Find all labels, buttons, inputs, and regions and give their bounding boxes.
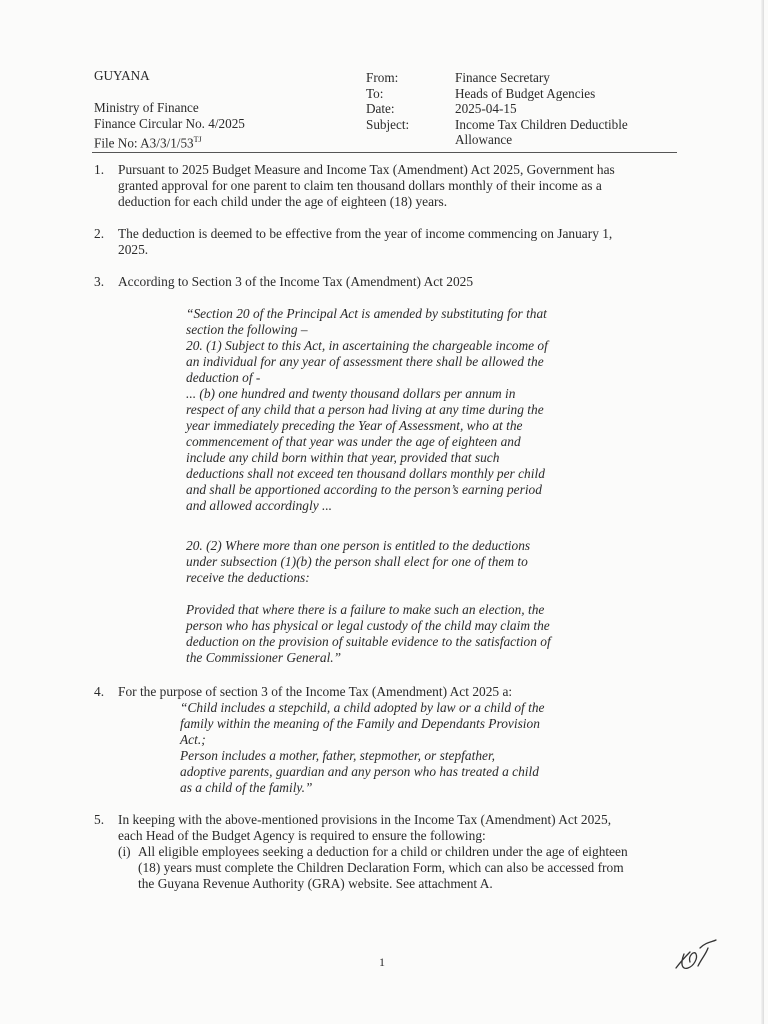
para-5-line: In keeping with the above-mentioned provisions in the Income Tax (Amendment) Act 2025, [118,812,612,827]
quote-line: Act.; [180,732,206,747]
para-3-number: 3. [94,274,105,289]
subject-label: Subject: [366,117,410,132]
subject-value-line1: Income Tax Children Deductible [455,117,628,132]
quote-line: 20. (2) Where more than one person is entitled to the deductions [186,538,531,553]
initials-signature [672,938,720,974]
to-label: To: [366,86,384,101]
para-5-number: 5. [94,812,105,827]
quote-line: deduction of - [186,370,261,385]
country-heading: GUYANA [94,68,150,83]
para-5-sub-line: the Guyana Revenue Authority (GRA) website. See attachment A. [138,876,493,891]
quote-line: year immediately preceding the Year of Assessment, who at the [186,418,523,433]
quote-line: include any child born within that year, provided that such [186,450,500,465]
file-number [94,132,202,151]
subject-value-line2: Allowance [455,132,513,147]
quote-line: receive the deductions: [186,570,310,585]
quote-line: an individual for any year of assessment there shall be allowed the [186,354,544,369]
quote-line: commencement of that year was under the age of eighteen and [186,434,521,449]
para-5-sub-number: (i) [118,844,131,859]
to-value: Heads of Budget Agencies [455,86,596,101]
header-divider [92,152,677,153]
para-5-sub-line: All eligible employees seeking a deduction for a child or children under the age of eighteen [138,844,628,859]
date-value: 2025-04-15 [455,101,517,116]
file-number-sup: TJ [193,135,202,144]
quote-line: and allowed accordingly ... [186,498,333,513]
para-4-intro: For the purpose of section 3 of the Income Tax (Amendment) Act 2025 a: [118,684,513,699]
para-1-number: 1. [94,162,105,177]
para-3-intro: According to Section 3 of the Income Tax (Amendment) Act 2025 [118,274,474,289]
from-label: From: [366,70,399,85]
file-number-text: File No: A3/3/1/53 [94,135,194,151]
para-5-line: each Head of the Budget Agency is required to ensure the following: [118,828,486,843]
page-number: 1 [379,955,385,969]
para-1-line: Pursuant to 2025 Budget Measure and Income Tax (Amendment) Act 2025, Government has [118,162,615,177]
para-2-line: The deduction is deemed to be effective from the year of income commencing on January 1, [118,226,613,241]
from-value: Finance Secretary [455,70,550,85]
quote-line: under subsection (1)(b) the person shall elect for one of them to [186,554,528,569]
para-5-sub-line: (18) years must complete the Children Declaration Form, which can also be accessed from [138,860,624,875]
quote-line: 20. (1) Subject to this Act, in ascertaining the chargeable income of [186,338,548,353]
scan-edge [761,0,764,1024]
circular-number: Finance Circular No. 4/2025 [94,116,245,131]
para-2-line: 2025. [118,242,149,257]
quote-line: “Section 20 of the Principal Act is amended by substituting for that [186,306,547,321]
quote-line: deduction on the provision of suitable evidence to the satisfaction of [186,634,551,649]
quote-line: the Commissioner General.” [186,650,342,665]
quote-line: deductions shall not exceed ten thousand dollars monthly per child [186,466,545,481]
quote-line: respect of any child that a person had living at any time during the [186,402,544,417]
date-label: Date: [366,101,395,116]
ministry-name: Ministry of Finance [94,100,199,115]
quote-line: Provided that where there is a failure to make such an election, the [186,602,545,617]
quote-line: as a child of the family.” [180,780,313,795]
quote-line: ... (b) one hundred and twenty thousand dollars per annum in [186,386,516,401]
quote-line: section the following – [186,322,308,337]
para-1-line: deduction for each child under the age of eighteen (18) years. [118,194,448,209]
para-1-line: granted approval for one parent to claim ten thousand dollars monthly of their income as a [118,178,602,193]
quote-line: adoptive parents, guardian and any person who has treated a child [180,764,539,779]
para-2-number: 2. [94,226,105,241]
quote-line: Person includes a mother, father, stepmother, or stepfather, [180,748,496,763]
quote-line: and shall be apportioned according to the person’s earning period [186,482,542,497]
quote-line: person who has physical or legal custody of the child may claim the [186,618,550,633]
para-4-number: 4. [94,684,105,699]
quote-line: family within the meaning of the Family and Dependants Provision [180,716,540,731]
quote-line: “Child includes a stepchild, a child adopted by law or a child of the [180,700,545,715]
